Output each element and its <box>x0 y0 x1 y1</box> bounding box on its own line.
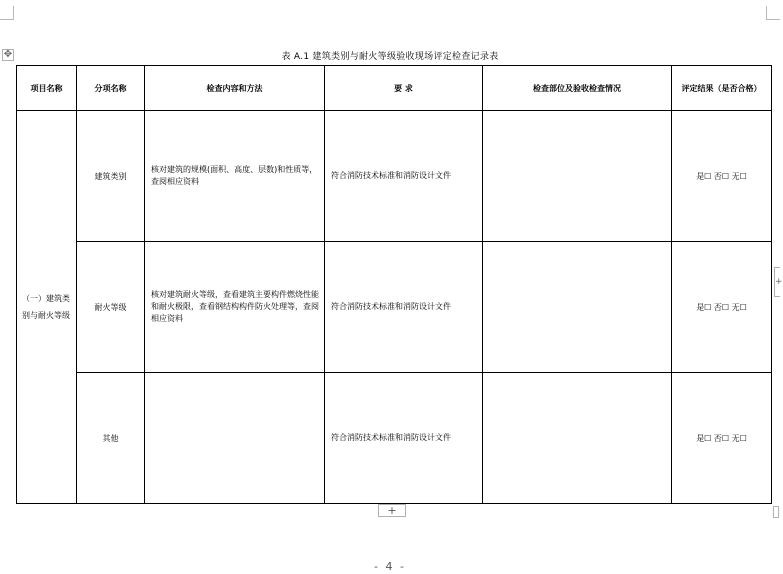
method-cell[interactable]: 核对建筑耐火等级，查看建筑主要构件燃烧性能和耐火极限，查看钢结构构件防火处理等，查阅相应资料 <box>145 242 325 373</box>
table-move-handle-icon[interactable]: ✥ <box>3 49 13 60</box>
header-project-name: 项目名称 <box>17 66 77 111</box>
page-corner-mark-top-left <box>0 6 14 20</box>
page-number: - 4 - <box>374 560 406 573</box>
item-cell[interactable]: 建筑类别 <box>77 111 145 242</box>
result-cell[interactable]: 是☐ 否☐ 无☐ <box>672 242 772 373</box>
item-cell[interactable]: 其他 <box>77 373 145 504</box>
header-item-name: 分项名称 <box>77 66 145 111</box>
requirement-cell[interactable]: 符合消防技术标准和消防设计文件 <box>325 373 483 504</box>
page-corner-mark-top-right <box>766 6 780 20</box>
result-cell[interactable]: 是☐ 否☐ 无☐ <box>672 373 772 504</box>
table-title: 表 A.1 建筑类别与耐火等级验收现场评定检查记录表 <box>281 52 499 62</box>
header-inspection: 检查部位及验收检查情况 <box>483 66 672 111</box>
inspection-cell[interactable] <box>483 373 672 504</box>
table-header-row <box>17 66 772 111</box>
method-cell[interactable]: 核对建筑的规模(面积、高度、层数)和性质等，查阅相应资料 <box>145 111 325 242</box>
table-resize-handle[interactable] <box>773 506 779 518</box>
table-row <box>17 242 772 373</box>
requirement-cell[interactable]: 符合消防技术标准和消防设计文件 <box>325 242 483 373</box>
result-cell[interactable]: 是☐ 否☐ 无☐ <box>672 111 772 242</box>
project-name-cell[interactable]: （一）建筑类别与耐火等级 <box>17 111 77 504</box>
add-column-button[interactable]: + <box>774 267 780 297</box>
inspection-cell[interactable] <box>483 242 672 373</box>
header-method: 检查内容和方法 <box>145 66 325 111</box>
record-table <box>16 65 772 504</box>
header-result: 评定结果（是否合格） <box>672 66 772 111</box>
add-row-button[interactable]: + <box>378 504 406 517</box>
table-row <box>17 373 772 504</box>
requirement-cell[interactable]: 符合消防技术标准和消防设计文件 <box>325 111 483 242</box>
header-requirement: 要 求 <box>325 66 483 111</box>
item-cell[interactable]: 耐火等级 <box>77 242 145 373</box>
table-row <box>17 111 772 242</box>
method-cell[interactable] <box>145 373 325 504</box>
inspection-cell[interactable] <box>483 111 672 242</box>
